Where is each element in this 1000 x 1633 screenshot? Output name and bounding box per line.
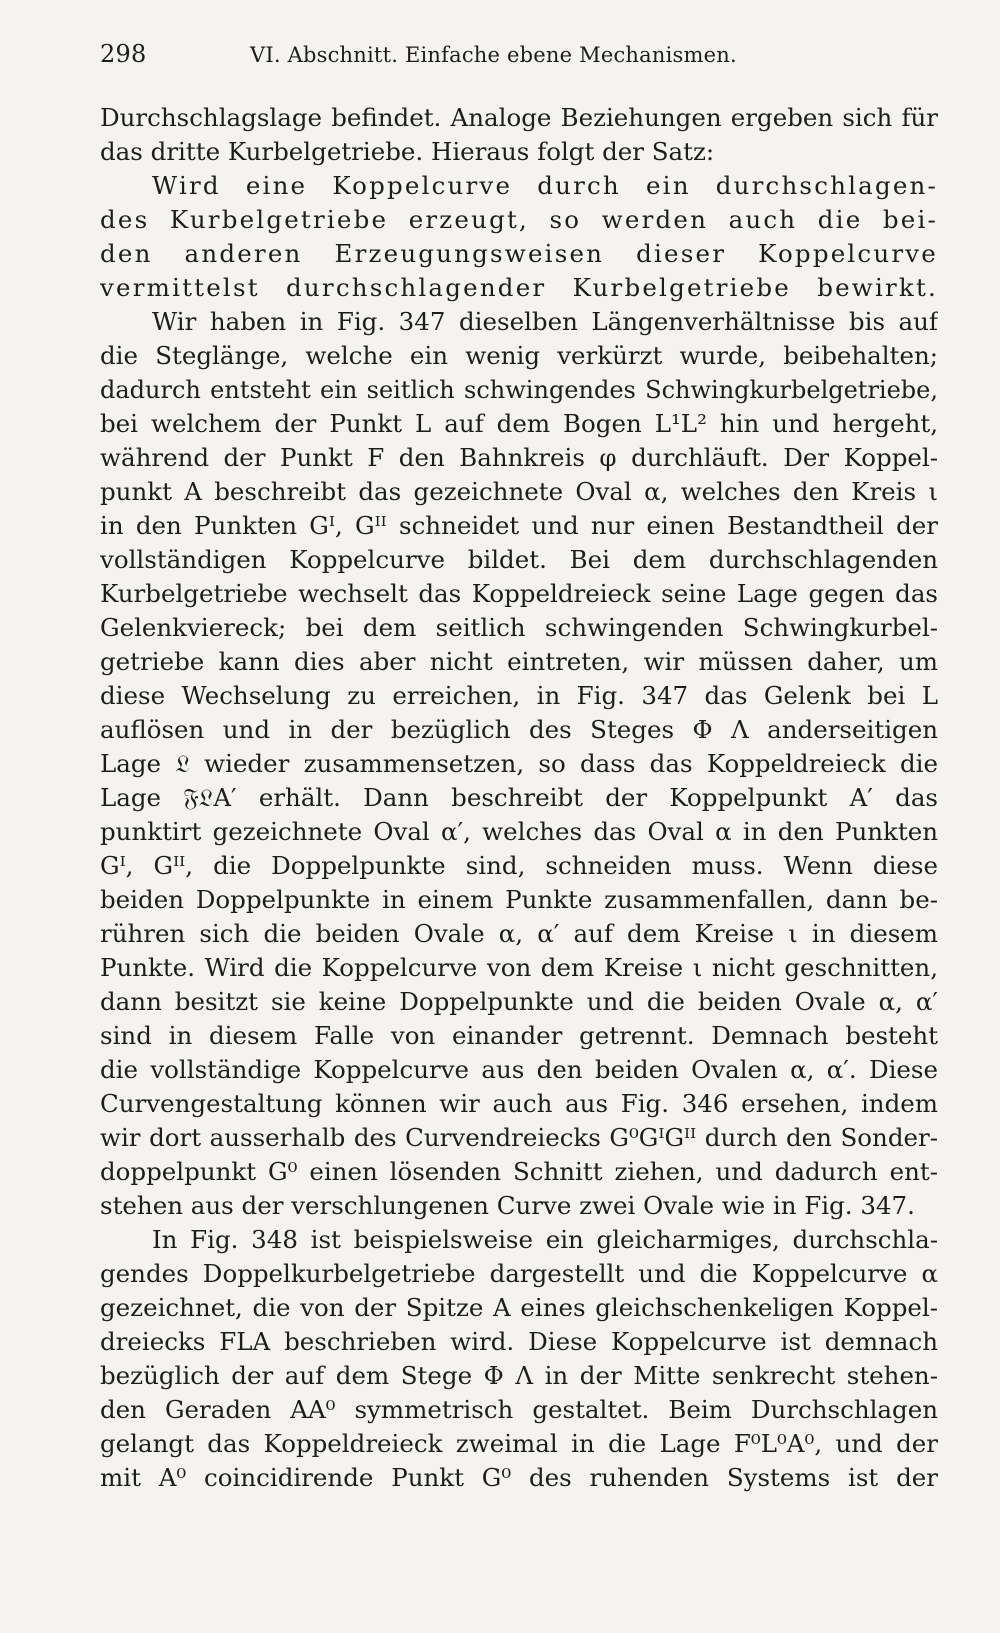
text-line: bezüglich der auf dem Stege Φ Λ in der Mitte senkrecht stehen- xyxy=(100,1361,938,1390)
text-line: Durchschlagslage befindet. Analoge Beziehungen ergeben sich für xyxy=(100,103,938,132)
text-line: Gᴵ, Gᴵᴵ, die Doppelpunkte sind, schneiden muss. Wenn diese xyxy=(100,851,938,880)
text-line: getriebe kann dies aber nicht eintreten, wir müssen daher, um xyxy=(100,647,938,676)
text-line: wir dort ausserhalb des Curvendreiecks G⁰GᴵGᴵᴵ durch den Sonder- xyxy=(100,1123,938,1152)
text-line: den Geraden AA⁰ symmetrisch gestaltet. Beim Durchschlagen xyxy=(100,1395,938,1424)
text-line: In Fig. 348 ist beispielsweise ein gleicharmiges, durchschla- xyxy=(152,1225,938,1254)
text-line: punkt A beschreibt das gezeichnete Oval α, welches den Kreis ι xyxy=(100,477,938,506)
text-line: Lage 𝔉𝔏A′ erhält. Dann beschreibt der Koppelpunkt A′ das xyxy=(100,783,938,812)
text-line: Wir haben in Fig. 347 dieselben Längenverhältnisse bis auf xyxy=(152,307,938,336)
text-line: diese Wechselung zu erreichen, in Fig. 347 das Gelenk bei L xyxy=(100,681,938,710)
text-line: gendes Doppelkurbelgetriebe dargestellt und die Koppelcurve α xyxy=(100,1259,938,1288)
page-number: 298 xyxy=(100,40,147,68)
text-line: stehen aus der verschlungenen Curve zwei Ovale wie in Fig. 347. xyxy=(100,1191,915,1220)
text-line: rühren sich die beiden Ovale α, α′ auf dem Kreise ι in diesem xyxy=(100,919,938,948)
text-line: das dritte Kurbelgetriebe. Hieraus folgt der Satz: xyxy=(100,137,715,166)
text-line: Lage 𝔏 wieder zusammensetzen, so dass das Koppeldreieck die xyxy=(100,749,938,778)
text-line: dadurch entsteht ein seitlich schwingendes Schwingkurbelgetriebe, xyxy=(100,376,938,404)
text-line: des Kurbelgetriebe erzeugt, so werden auch die bei- xyxy=(100,205,938,234)
text-line: beiden Doppelpunkte in einem Punkte zusammenfallen, dann be- xyxy=(100,885,938,914)
text-line: Punkte. Wird die Koppelcurve von dem Kreise ι nicht geschnitten, xyxy=(100,953,938,982)
text-line: in den Punkten Gᴵ, Gᴵᴵ schneidet und nur einen Bestandtheil der xyxy=(100,511,938,540)
text-line: gezeichnet, die von der Spitze A eines gleichschenkeligen Koppel- xyxy=(100,1293,938,1322)
text-line: doppelpunkt G⁰ einen lösenden Schnitt ziehen, und dadurch ent- xyxy=(100,1157,938,1186)
text-line: Wird eine Koppelcurve durch ein durchschlagen- xyxy=(152,171,938,200)
text-line: die vollständige Koppelcurve aus den beiden Ovalen α, α′. Diese xyxy=(100,1055,938,1084)
text-line: vollständigen Koppelcurve bildet. Bei dem durchschlagenden xyxy=(100,545,938,574)
text-line: gelangt das Koppeldreieck zweimal in die Lage F⁰L⁰A⁰, und der xyxy=(100,1429,938,1458)
page-header xyxy=(100,40,938,90)
text-line: dann besitzt sie keine Doppelpunkte und die beiden Ovale α, α′ xyxy=(100,987,938,1016)
text-line: auflösen und in der bezüglich des Steges Φ Λ anderseitigen xyxy=(100,715,938,744)
text-line: punktirt gezeichnete Oval α′, welches das Oval α in den Punkten xyxy=(100,817,938,846)
text-line: während der Punkt F den Bahnkreis φ durchläuft. Der Koppel- xyxy=(100,443,938,472)
running-head: VI. Abschnitt. Einfache ebene Mechanismen. xyxy=(250,43,737,67)
text-line: Kurbelgetriebe wechselt das Koppeldreieck seine Lage gegen das xyxy=(100,579,938,608)
text-line: sind in diesem Falle von einander getrennt. Demnach besteht xyxy=(100,1021,938,1050)
text-line: Gelenkviereck; bei dem seitlich schwingenden Schwingkurbel- xyxy=(100,613,938,642)
text-line: mit A⁰ coincidirende Punkt G⁰ des ruhenden Systems ist der xyxy=(100,1463,938,1492)
text-line: vermittelst durchschlagender Kurbelgetriebe bewirkt. xyxy=(100,273,938,302)
text-line: die Steglänge, welche ein wenig verkürzt wurde, beibehalten; xyxy=(100,341,938,370)
text-line: den anderen Erzeugungsweisen dieser Koppelcurve xyxy=(100,239,938,268)
body-text xyxy=(100,101,938,1495)
text-line: Curvengestaltung können wir auch aus Fig. 346 ersehen, indem xyxy=(100,1089,938,1118)
text-line: dreiecks FLA beschrieben wird. Diese Koppelcurve ist demnach xyxy=(100,1327,938,1356)
text-line: bei welchem der Punkt L auf dem Bogen L¹L² hin und hergeht, xyxy=(100,409,938,438)
